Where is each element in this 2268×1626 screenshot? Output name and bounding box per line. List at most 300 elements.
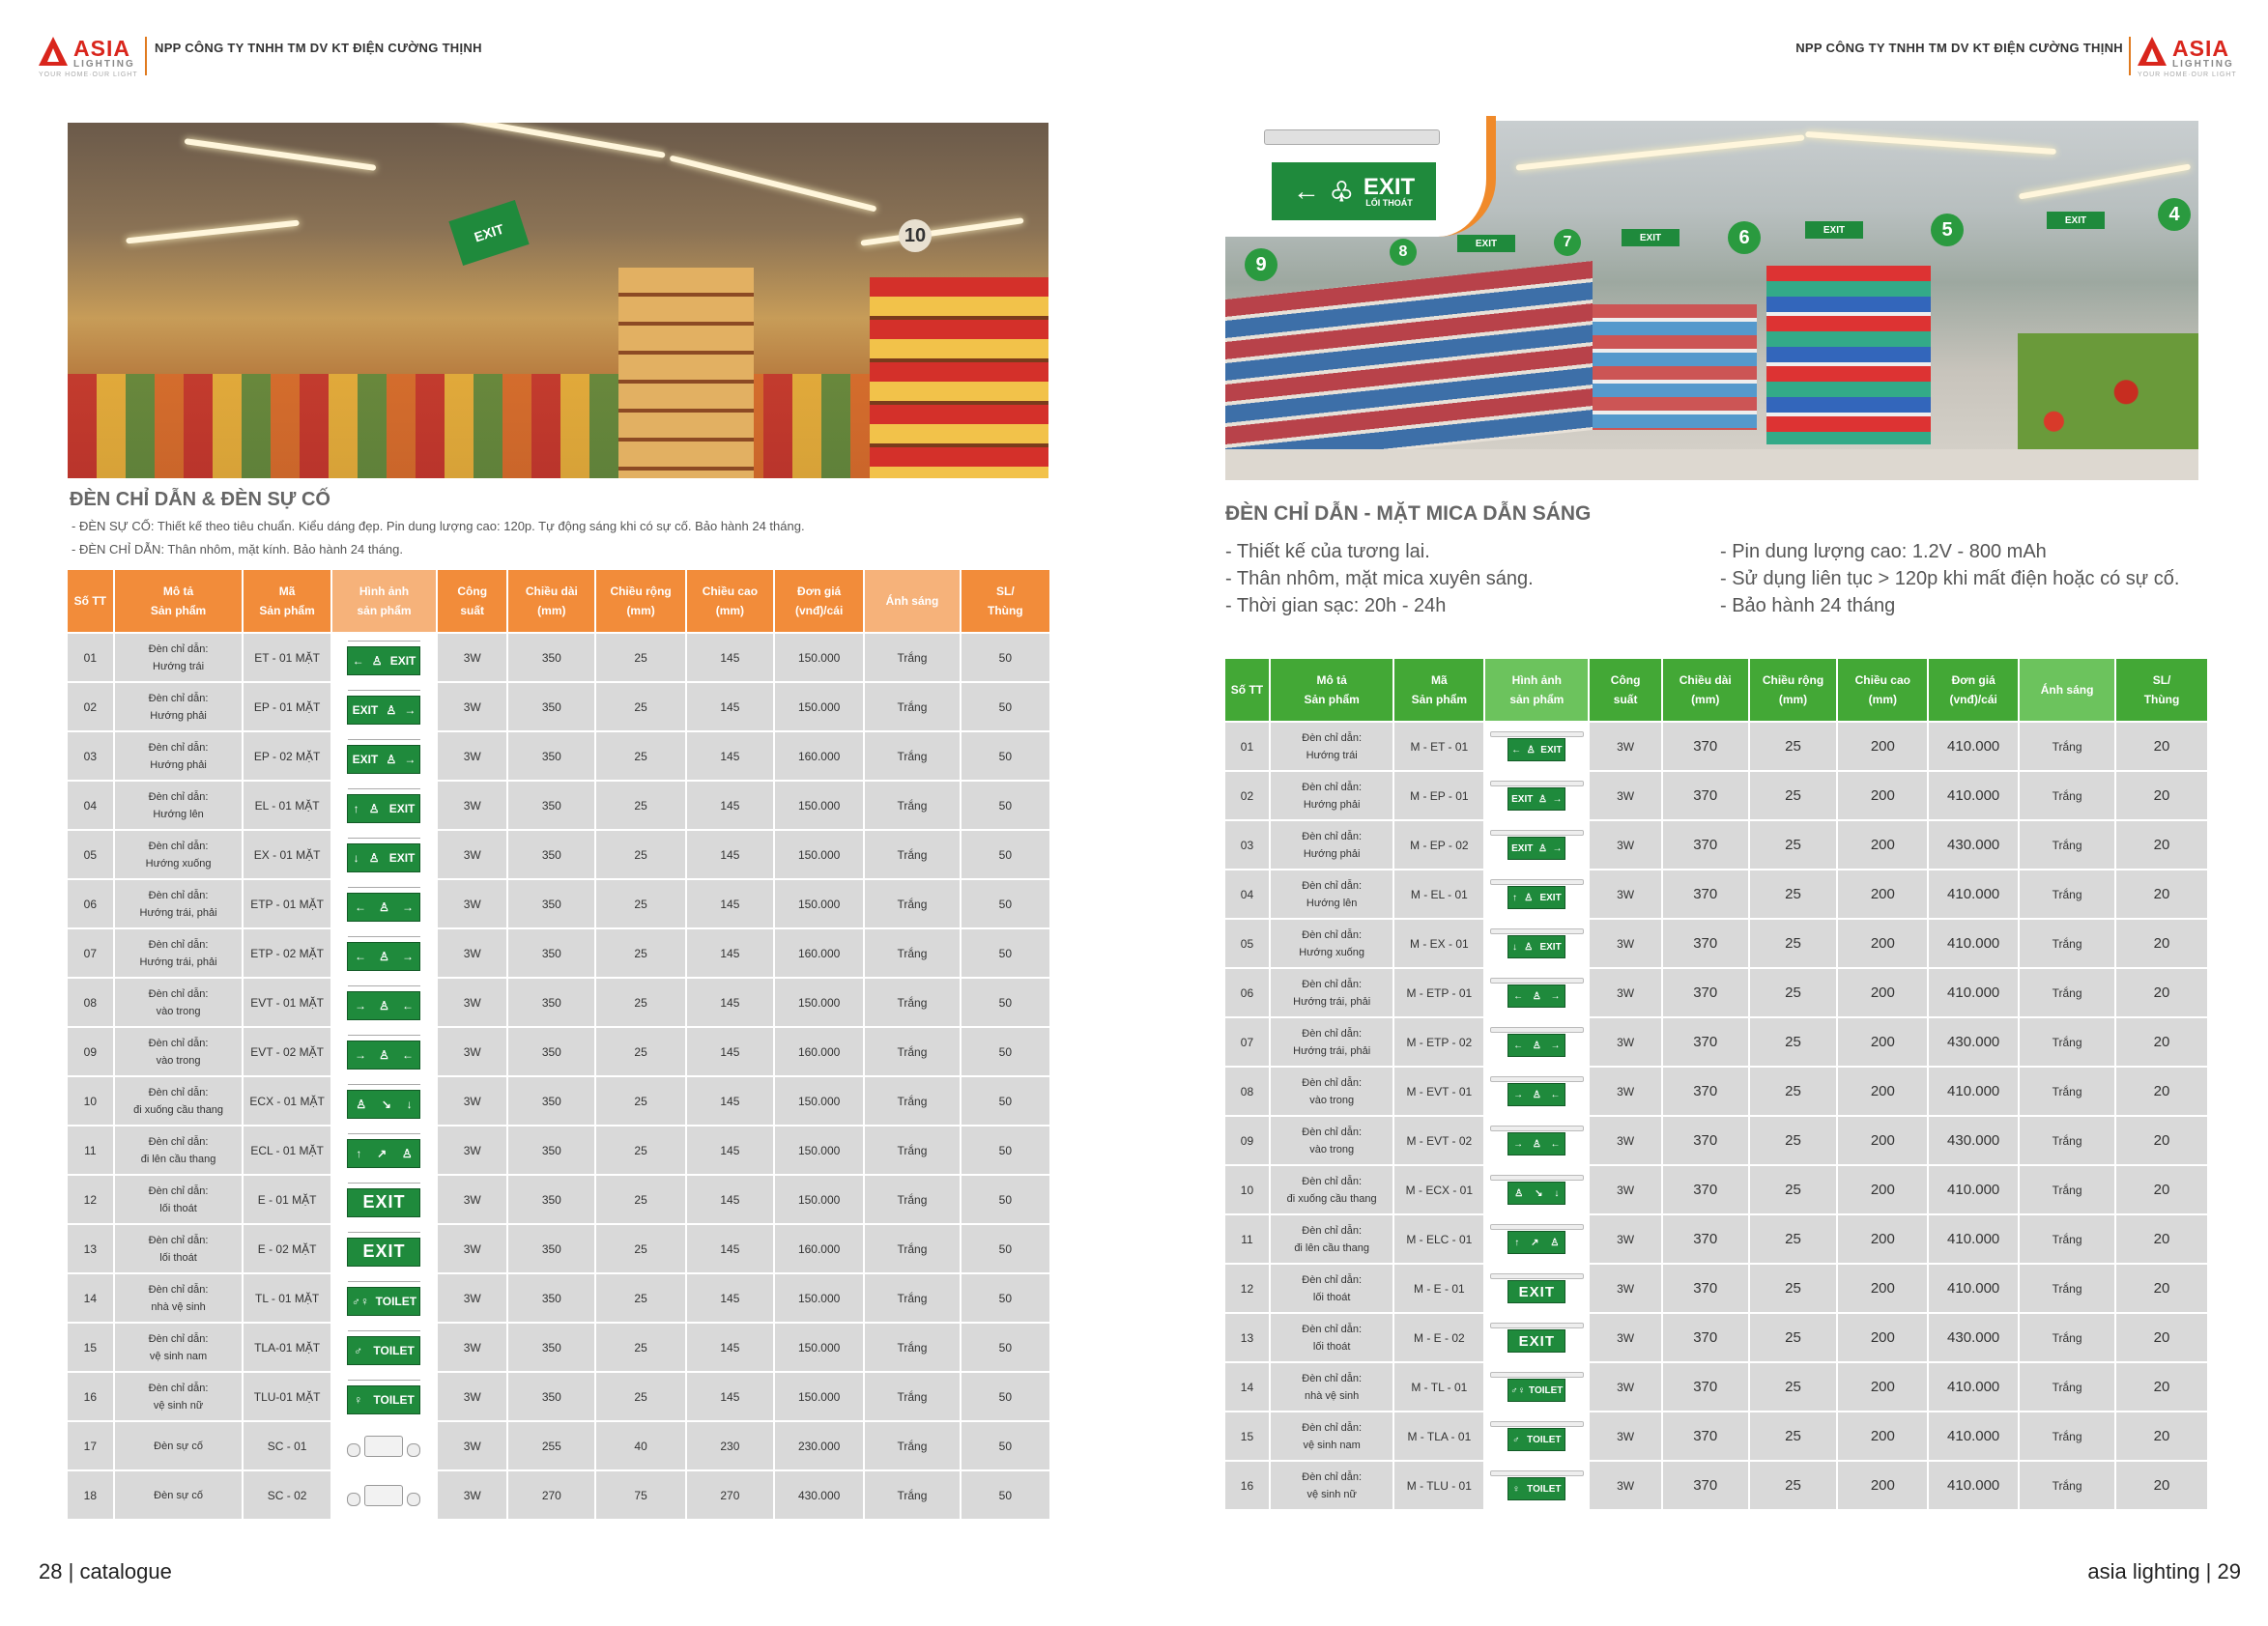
- cell-height: 145: [687, 1373, 773, 1420]
- cell-code: E - 02 MẶT: [244, 1225, 330, 1272]
- cell-light: Trắng: [2020, 1117, 2114, 1164]
- logo-slogan: YOUR HOME·OUR LIGHT: [39, 71, 138, 78]
- cell-height: 145: [687, 1274, 773, 1322]
- photo-aisle-number: 6: [1728, 221, 1761, 254]
- cell-height: 145: [687, 732, 773, 780]
- cell-height: 200: [1838, 1018, 1927, 1066]
- photo-exit-sign: EXIT: [448, 200, 529, 266]
- cell-light: Trắng: [2020, 870, 2114, 918]
- logo-triangle-icon: [2138, 37, 2167, 66]
- cell-qty: 50: [962, 1324, 1049, 1371]
- cell-height: 200: [1838, 1166, 1927, 1213]
- hanger: [348, 1183, 420, 1186]
- cell-width: 25: [596, 929, 684, 977]
- cell-light: Trắng: [865, 1274, 959, 1322]
- cell-height: 200: [1838, 1215, 1927, 1263]
- header-divider: [2129, 37, 2131, 75]
- cell-icon: [1485, 1462, 1588, 1509]
- cell-code: ECX - 01 MẶT: [244, 1077, 330, 1125]
- product-image: [1485, 830, 1588, 860]
- cell-width: 75: [596, 1471, 684, 1519]
- cell-code: M - EP - 01: [1394, 772, 1483, 819]
- cell-light: Trắng: [2020, 920, 2114, 967]
- hanger: [348, 1084, 420, 1088]
- cell-code: EX - 01 MẶT: [244, 831, 330, 878]
- cell-light: Trắng: [2020, 969, 2114, 1016]
- cell-icon: [1485, 920, 1588, 967]
- bulb-icon: [407, 1443, 420, 1457]
- cell-desc: Đèn chỉ dẫn: vệ sinh nữ: [115, 1373, 243, 1420]
- page-label: catalogue: [79, 1559, 172, 1583]
- cell-stt: 18: [68, 1471, 113, 1519]
- photo-small-exit-sign: EXIT: [2047, 212, 2105, 229]
- cell-stt: 15: [1225, 1412, 1269, 1460]
- hanger: [1490, 1175, 1585, 1181]
- cell-price: 150.000: [775, 1176, 863, 1223]
- product-image: [1485, 1273, 1588, 1303]
- footer-right: asia lighting | 29: [2087, 1559, 2241, 1583]
- photo-aisle-number: 10: [899, 219, 932, 252]
- cell-light: Trắng: [2020, 1412, 2114, 1460]
- cell-price: 410.000: [1929, 1068, 2018, 1115]
- table-row: [1225, 723, 2207, 770]
- cell-light: Trắng: [865, 831, 959, 878]
- cell-code: M - EVT - 01: [1394, 1068, 1483, 1115]
- cell-qty: 50: [962, 732, 1049, 780]
- bullet: - Thân nhôm, mặt mica xuyên sáng.: [1225, 568, 1534, 589]
- cell-stt: 12: [1225, 1265, 1269, 1312]
- cell-length: 350: [508, 782, 594, 829]
- cell-height: 145: [687, 1077, 773, 1125]
- cell-qty: 20: [2116, 969, 2207, 1016]
- cell-light: Trắng: [865, 782, 959, 829]
- exit-down-sign-icon: ↓ ♙ EXIT: [1507, 935, 1565, 958]
- header-company-right: NPP CÔNG TY TNHH TM DV KT ĐIỆN CƯỜNG THỊNH: [1795, 41, 2123, 55]
- cell-width: 25: [1750, 1412, 1837, 1460]
- table-row: [68, 1176, 1049, 1223]
- right-bullets-left: [1225, 538, 1534, 619]
- table-row: [1225, 1166, 2207, 1213]
- table-row: [68, 634, 1049, 681]
- cell-light: Trắng: [2020, 1166, 2114, 1213]
- cell-width: 25: [1750, 920, 1837, 967]
- cell-stt: 13: [1225, 1314, 1269, 1361]
- cell-width: 25: [596, 634, 684, 681]
- product-image: [1485, 978, 1588, 1008]
- cell-price: 150.000: [775, 1077, 863, 1125]
- exit-right-sign-icon: EXIT ♙ →: [347, 696, 420, 725]
- cell-power: 3W: [1590, 1462, 1660, 1509]
- cell-icon: [1485, 1068, 1588, 1115]
- cell-code: EP - 02 MẶT: [244, 732, 330, 780]
- cell-price: 150.000: [775, 634, 863, 681]
- cell-height: 145: [687, 1028, 773, 1075]
- product-image: [1485, 879, 1588, 909]
- cell-code: M - EL - 01: [1394, 870, 1483, 918]
- table-row: [1225, 1412, 2207, 1460]
- cell-length: 350: [508, 1324, 594, 1371]
- cell-light: Trắng: [2020, 772, 2114, 819]
- cell-height: 145: [687, 1176, 773, 1223]
- cell-code: M - EP - 02: [1394, 821, 1483, 869]
- cell-power: 3W: [438, 1373, 506, 1420]
- product-image: [332, 1232, 437, 1267]
- cell-price: 150.000: [775, 831, 863, 878]
- cell-icon: [1485, 870, 1588, 918]
- bullet: - Thiết kế của tương lai.: [1225, 541, 1430, 562]
- cell-width: 25: [596, 1324, 684, 1371]
- cell-qty: 20: [2116, 1462, 2207, 1509]
- cell-power: 3W: [1590, 1068, 1660, 1115]
- cell-desc: Đèn chỉ dẫn: Hướng xuống: [1271, 920, 1393, 967]
- cell-height: 200: [1838, 1068, 1927, 1115]
- cell-width: 25: [596, 1127, 684, 1174]
- hanger: [348, 690, 420, 694]
- hanger: [1490, 1076, 1585, 1082]
- cell-power: 3W: [438, 1225, 506, 1272]
- cell-width: 25: [596, 1274, 684, 1322]
- page-number: 29: [2217, 1559, 2241, 1583]
- cell-height: 200: [1838, 1412, 1927, 1460]
- cell-height: 145: [687, 1127, 773, 1174]
- product-image: [1485, 1126, 1588, 1155]
- stairs-down-sign-icon: ♙ ↘ ↓: [1507, 1182, 1565, 1205]
- column-header: Công suất: [1590, 659, 1660, 721]
- cell-desc: Đèn chỉ dẫn: Hướng xuống: [115, 831, 243, 878]
- hanger: [348, 641, 420, 644]
- cell-length: 255: [508, 1422, 594, 1469]
- cell-stt: 16: [68, 1373, 113, 1420]
- cell-stt: 07: [68, 929, 113, 977]
- cell-qty: 20: [2116, 1117, 2207, 1164]
- cell-light: Trắng: [2020, 1462, 2114, 1509]
- cell-light: Trắng: [865, 880, 959, 927]
- column-header: Số TT: [68, 570, 113, 632]
- product-image: [332, 1084, 437, 1119]
- header-company-left: NPP CÔNG TY TNHH TM DV KT ĐIỆN CƯỜNG THỊNH: [155, 41, 482, 55]
- hanger: [1490, 731, 1585, 737]
- cell-width: 25: [1750, 1215, 1837, 1263]
- cell-power: 3W: [438, 831, 506, 878]
- cell-icon: [332, 732, 437, 780]
- cell-height: 200: [1838, 772, 1927, 819]
- cell-icon: [332, 880, 437, 927]
- cell-icon: [332, 831, 437, 878]
- cell-price: 410.000: [1929, 969, 2018, 1016]
- logo-brand: ASIA: [73, 36, 130, 61]
- column-header: Chiều rộng (mm): [1750, 659, 1837, 721]
- cell-code: EP - 01 MẶT: [244, 683, 330, 730]
- column-header: Chiều rộng (mm): [596, 570, 684, 632]
- toilet-male-sign-icon: ♂ TOILET: [1507, 1428, 1565, 1451]
- cell-stt: 10: [1225, 1166, 1269, 1213]
- cell-code: ETP - 01 MẶT: [244, 880, 330, 927]
- table-row: [1225, 1068, 2207, 1115]
- cell-power: 3W: [1590, 1265, 1660, 1312]
- cell-width: 25: [1750, 821, 1837, 869]
- cell-power: 3W: [438, 1077, 506, 1125]
- cell-width: 25: [1750, 1166, 1837, 1213]
- cell-desc: Đèn chỉ dẫn: đi xuống cầu thang: [1271, 1166, 1393, 1213]
- cell-width: 25: [1750, 1018, 1837, 1066]
- cell-price: 430.000: [1929, 821, 2018, 869]
- cell-price: 410.000: [1929, 870, 2018, 918]
- cell-price: 410.000: [1929, 1363, 2018, 1411]
- table-row: [68, 1324, 1049, 1371]
- cell-qty: 50: [962, 1028, 1049, 1075]
- cell-price: 430.000: [1929, 1117, 2018, 1164]
- exit-text-sign-icon: EXIT: [1507, 1329, 1565, 1353]
- photo-small-exit-sign: EXIT: [1622, 229, 1679, 246]
- cell-code: TL - 01 MẶT: [244, 1274, 330, 1322]
- table-row: [68, 831, 1049, 878]
- cell-code: M - ETP - 02: [1394, 1018, 1483, 1066]
- cell-height: 200: [1838, 1265, 1927, 1312]
- hanger: [348, 1133, 420, 1137]
- cell-stt: 15: [68, 1324, 113, 1371]
- battery-box-icon: [364, 1436, 403, 1457]
- cell-desc: Đèn chỉ dẫn: vào trong: [1271, 1068, 1393, 1115]
- cell-light: Trắng: [2020, 1363, 2114, 1411]
- exit-left-right-sign-icon: ← ♙ →: [347, 942, 420, 971]
- cell-stt: 04: [1225, 870, 1269, 918]
- table-row: [68, 1225, 1049, 1272]
- cell-light: Trắng: [865, 1422, 959, 1469]
- cell-code: M - TL - 01: [1394, 1363, 1483, 1411]
- product-image: [1485, 1470, 1588, 1500]
- product-image: [1485, 1323, 1588, 1353]
- bulb-icon: [347, 1493, 360, 1506]
- cell-length: 350: [508, 880, 594, 927]
- column-header: Hình ảnh sản phẩm: [332, 570, 437, 632]
- cell-icon: [332, 1077, 437, 1125]
- cell-height: 200: [1838, 723, 1927, 770]
- cell-icon: [1485, 1314, 1588, 1361]
- cell-light: Trắng: [2020, 1314, 2114, 1361]
- cell-code: ETP - 02 MẶT: [244, 929, 330, 977]
- right-bullets-right: [1720, 538, 2179, 619]
- exit-inward-sign-icon: → ♙ ←: [1507, 1132, 1565, 1155]
- cell-stt: 12: [68, 1176, 113, 1223]
- left-logo: [39, 33, 145, 77]
- cell-price: 410.000: [1929, 920, 2018, 967]
- cell-qty: 50: [962, 1176, 1049, 1223]
- table-row: [1225, 1265, 2207, 1312]
- cell-light: Trắng: [865, 1028, 959, 1075]
- table-row: [68, 979, 1049, 1026]
- cell-power: 3W: [438, 979, 506, 1026]
- cell-height: 200: [1838, 1117, 1927, 1164]
- toilet-female-sign-icon: ♀ TOILET: [347, 1385, 420, 1414]
- page-number: 28: [39, 1559, 63, 1583]
- cell-power: 3W: [438, 1127, 506, 1174]
- cell-light: Trắng: [865, 634, 959, 681]
- exit-down-sign-icon: ↓ ♙ EXIT: [347, 843, 420, 872]
- exit-right-sign-icon: EXIT ♙ →: [1507, 787, 1565, 811]
- cell-desc: Đèn chỉ dẫn: đi lên cầu thang: [115, 1127, 243, 1174]
- cell-code: M - TLA - 01: [1394, 1412, 1483, 1460]
- cell-desc: Đèn chỉ dẫn: đi lên cầu thang: [1271, 1215, 1393, 1263]
- cell-length: 350: [508, 1176, 594, 1223]
- column-header: Số TT: [1225, 659, 1269, 721]
- cell-power: 3W: [438, 683, 506, 730]
- cell-price: 160.000: [775, 1225, 863, 1272]
- table-row: [1225, 1363, 2207, 1411]
- table-row: [68, 1471, 1049, 1519]
- toilet-sign-icon: ♂♀ TOILET: [347, 1287, 420, 1316]
- table-row: [68, 1274, 1049, 1322]
- bullet: - Sử dụng liên tục > 120p khi mất điện hoặc có sự cố.: [1720, 568, 2180, 589]
- cell-code: EVT - 01 MẶT: [244, 979, 330, 1026]
- cell-price: 150.000: [775, 1127, 863, 1174]
- cell-stt: 08: [68, 979, 113, 1026]
- cell-icon: [1485, 821, 1588, 869]
- cell-stt: 16: [1225, 1462, 1269, 1509]
- cell-qty: 50: [962, 782, 1049, 829]
- cell-width: 25: [1750, 1462, 1837, 1509]
- cell-power: 3W: [1590, 1018, 1660, 1066]
- exit-inward-sign-icon: → ♙ ←: [1507, 1083, 1565, 1106]
- cell-length: 370: [1663, 1412, 1748, 1460]
- featured-exit-sign: [1225, 116, 1496, 237]
- toilet-female-sign-icon: ♀ TOILET: [1507, 1477, 1565, 1500]
- cell-qty: 50: [962, 1127, 1049, 1174]
- cell-length: 370: [1663, 969, 1748, 1016]
- cell-code: ECL - 01 MẶT: [244, 1127, 330, 1174]
- cell-stt: 14: [1225, 1363, 1269, 1411]
- cell-light: Trắng: [865, 1225, 959, 1272]
- column-header: Chiều cao (mm): [687, 570, 773, 632]
- cell-qty: 20: [2116, 1166, 2207, 1213]
- cell-qty: 50: [962, 979, 1049, 1026]
- hanger: [1490, 1323, 1585, 1328]
- cell-power: 3W: [438, 1422, 506, 1469]
- photo-aisle-number: 9: [1245, 248, 1278, 281]
- cell-icon: [332, 1127, 437, 1174]
- cell-code: M - EX - 01: [1394, 920, 1483, 967]
- table-row: [68, 1373, 1049, 1420]
- cell-height: 270: [687, 1471, 773, 1519]
- featured-sign-text: EXIT: [1363, 173, 1416, 200]
- cell-desc: Đèn chỉ dẫn: Hướng lên: [115, 782, 243, 829]
- cell-length: 350: [508, 1077, 594, 1125]
- cell-desc: Đèn chỉ dẫn: lối thoát: [115, 1176, 243, 1223]
- cell-icon: [332, 1324, 437, 1371]
- cell-icon: [1485, 772, 1588, 819]
- hanger: [1490, 1027, 1585, 1033]
- cell-price: 430.000: [775, 1471, 863, 1519]
- cell-stt: 04: [68, 782, 113, 829]
- cell-length: 370: [1663, 1363, 1748, 1411]
- cell-stt: 03: [1225, 821, 1269, 869]
- cell-width: 25: [596, 1225, 684, 1272]
- product-image: [1485, 928, 1588, 958]
- cell-desc: Đèn chỉ dẫn: Hướng phải: [115, 732, 243, 780]
- hanger: [348, 788, 420, 792]
- cell-qty: 20: [2116, 870, 2207, 918]
- exit-text-sign-icon: EXIT: [347, 1238, 420, 1267]
- cell-qty: 20: [2116, 772, 2207, 819]
- cell-desc: Đèn chỉ dẫn: lối thoát: [1271, 1265, 1393, 1312]
- cell-length: 350: [508, 831, 594, 878]
- exit-left-right-sign-icon: ← ♙ →: [347, 893, 420, 922]
- product-image: [1485, 1027, 1588, 1057]
- table-row: [68, 880, 1049, 927]
- product-image: [1485, 1175, 1588, 1205]
- cell-stt: 01: [1225, 723, 1269, 770]
- product-image: [332, 1436, 437, 1457]
- cell-code: TLA-01 MẶT: [244, 1324, 330, 1371]
- cell-width: 25: [1750, 1068, 1837, 1115]
- cell-power: 3W: [438, 1471, 506, 1519]
- product-image: [332, 641, 437, 675]
- cell-length: 370: [1663, 772, 1748, 819]
- product-image: [332, 1380, 437, 1414]
- cell-qty: 20: [2116, 1265, 2207, 1312]
- cell-price: 150.000: [775, 979, 863, 1026]
- cell-light: Trắng: [865, 1176, 959, 1223]
- cell-power: 3W: [1590, 1412, 1660, 1460]
- cell-desc: Đèn sự cố: [115, 1422, 243, 1469]
- cell-height: 145: [687, 929, 773, 977]
- cell-height: 145: [687, 979, 773, 1026]
- cell-price: 410.000: [1929, 723, 2018, 770]
- cell-icon: [332, 1274, 437, 1322]
- cell-qty: 50: [962, 831, 1049, 878]
- logo-brand: ASIA: [2172, 36, 2229, 61]
- cell-length: 350: [508, 1028, 594, 1075]
- cell-icon: [332, 1471, 437, 1519]
- cell-icon: [1485, 1215, 1588, 1263]
- cell-length: 370: [1663, 870, 1748, 918]
- cell-height: 200: [1838, 1314, 1927, 1361]
- cell-code: M - ETP - 01: [1394, 969, 1483, 1016]
- product-image: [332, 788, 437, 823]
- cell-length: 270: [508, 1471, 594, 1519]
- cell-icon: [332, 1028, 437, 1075]
- cell-height: 200: [1838, 821, 1927, 869]
- exit-left-sign-icon: ← ♙ EXIT: [1507, 738, 1565, 761]
- cell-stt: 08: [1225, 1068, 1269, 1115]
- cell-desc: Đèn chỉ dẫn: Hướng trái, phải: [115, 929, 243, 977]
- cell-light: Trắng: [2020, 1215, 2114, 1263]
- cell-qty: 20: [2116, 821, 2207, 869]
- running-man-icon: ♧: [1329, 176, 1354, 207]
- emergency-light-icon: [347, 1485, 420, 1506]
- cell-height: 145: [687, 683, 773, 730]
- cell-width: 40: [596, 1422, 684, 1469]
- cell-code: TLU-01 MẶT: [244, 1373, 330, 1420]
- product-image: [332, 1485, 437, 1506]
- cell-height: 145: [687, 1225, 773, 1272]
- hanger: [1490, 1372, 1585, 1378]
- hanger: [348, 739, 420, 743]
- cell-price: 230.000: [775, 1422, 863, 1469]
- exit-inward-sign-icon: → ♙ ←: [347, 991, 420, 1020]
- product-image: [332, 1035, 437, 1070]
- cell-light: Trắng: [865, 1471, 959, 1519]
- cell-power: 3W: [1590, 1117, 1660, 1164]
- hanger: [348, 936, 420, 940]
- cell-width: 25: [596, 880, 684, 927]
- photo-aisle-number: 8: [1390, 239, 1417, 266]
- cell-price: 150.000: [775, 683, 863, 730]
- column-header: Đơn giá (vnđ)/cái: [775, 570, 863, 632]
- cell-code: M - EVT - 02: [1394, 1117, 1483, 1164]
- featured-sign-face: [1272, 162, 1436, 220]
- product-image: [332, 1133, 437, 1168]
- table-row: [68, 782, 1049, 829]
